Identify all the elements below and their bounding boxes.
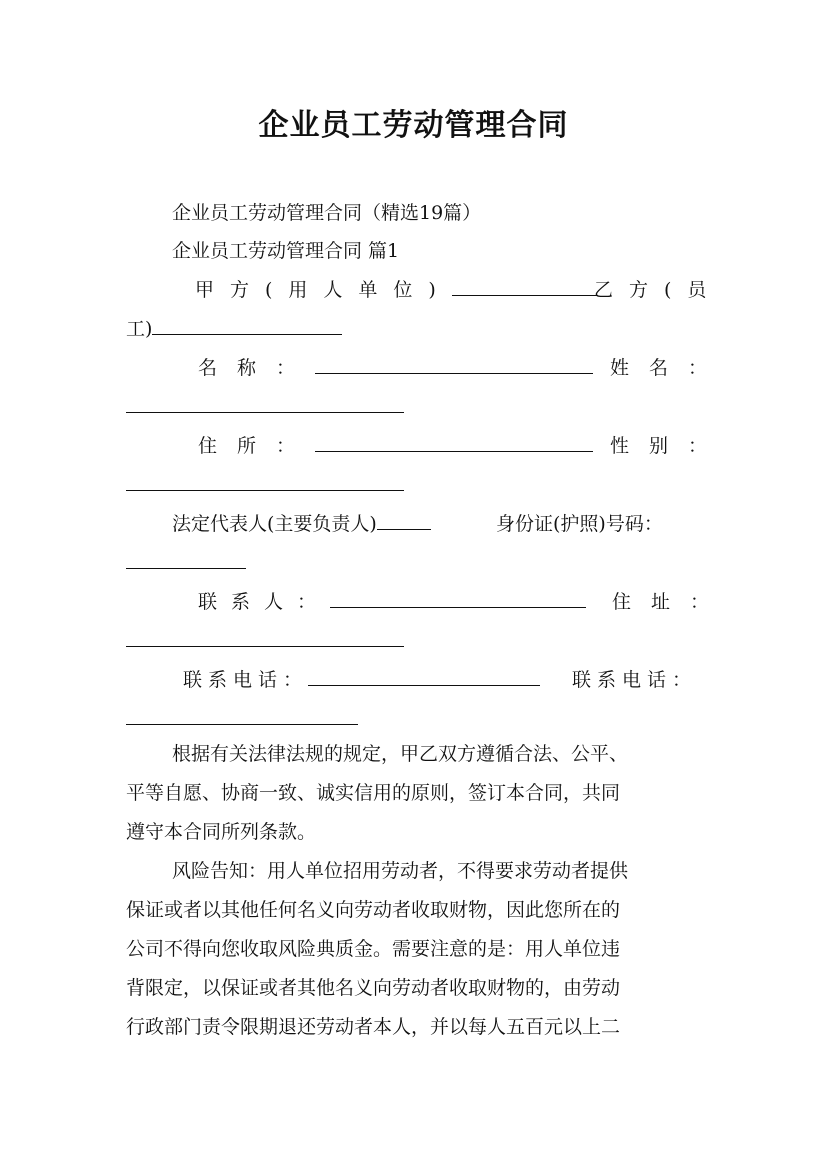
paragraph-line: 风险告知：用人单位招用劳动者，不得要求劳动者提供: [172, 860, 629, 882]
zhuzhi-blank-row: [126, 628, 404, 654]
name-blank: [315, 355, 593, 374]
party-a-blank: [452, 277, 598, 296]
zhuzhi-label: 住址：: [612, 591, 730, 613]
document-title: 企业员工劳动管理合同: [258, 108, 569, 143]
name-label: 名称：: [198, 357, 316, 379]
id-blank: [126, 550, 246, 569]
address-label: 住所：: [198, 435, 316, 457]
party-a-label: 甲方(用人单位): [195, 279, 452, 301]
party-b-label: 乙方(员: [594, 279, 723, 301]
id-blank-row: [126, 550, 246, 576]
party-b-row: [126, 316, 342, 342]
phone-b-label: 联系电话：: [572, 669, 698, 691]
gender-row: [610, 433, 727, 459]
party-b-blank: [152, 316, 342, 335]
party-b-label-row: [594, 277, 722, 303]
address-blank: [315, 433, 593, 452]
paragraph-line: 根据有关法律法规的规定，甲乙双方遵循合法、公平、: [172, 743, 629, 765]
address-row: [198, 433, 593, 459]
paragraph-line: 遵守本合同所列条款。: [126, 821, 317, 843]
phone-b-blank-row: [126, 706, 358, 732]
xingming-blank-row: [126, 394, 404, 420]
legal-rep-blank: [377, 511, 431, 530]
phone-a-row: [183, 667, 540, 693]
paragraph-line: 平等自愿、协商一致、诚实信用的原则，签订本合同，共同: [126, 782, 621, 804]
phone-a-blank: [308, 667, 540, 686]
gender-blank-row: [126, 472, 404, 498]
paragraph-line: 保证或者以其他任何名义向劳动者收取财物，因此您所在的: [126, 899, 621, 921]
paragraph-principles: [126, 735, 706, 852]
gender-blank: [126, 472, 404, 491]
phone-b-blank: [126, 706, 358, 725]
party-a-row: [195, 277, 598, 303]
xingming-row: [610, 355, 727, 381]
section-heading: 企业员工劳动管理合同 篇1: [172, 240, 400, 262]
paragraph-risk-notice: [126, 852, 706, 1047]
phone-b-row: [572, 667, 697, 693]
zhuzhi-blank: [126, 628, 404, 647]
phone-a-label: 联系电话：: [183, 669, 309, 691]
id-label: 身份证(护照)号码：: [496, 513, 663, 535]
gender-label: 性别：: [610, 435, 728, 457]
paragraph-line: 行政部门责令限期退还劳动者本人，并以每人五百元以上二: [126, 1016, 621, 1038]
id-row: [496, 511, 663, 537]
xingming-label: 姓名：: [610, 357, 728, 379]
zhuzhi-row: [612, 589, 729, 615]
document-subtitle: 企业员工劳动管理合同（精选19篇）: [172, 202, 482, 224]
legal-rep-row: [172, 511, 431, 537]
contact-blank: [330, 589, 586, 608]
party-b-label-cont: 工): [126, 318, 153, 340]
contact-label: 联系人：: [198, 591, 331, 613]
contact-row: [198, 589, 586, 615]
paragraph-line: 背限定，以保证或者其他名义向劳动者收取财物的，由劳动: [126, 977, 621, 999]
legal-rep-label: 法定代表人(主要负责人): [172, 513, 377, 535]
xingming-blank: [126, 394, 404, 413]
paragraph-line: 公司不得向您收取风险典质金。需要注意的是：用人单位违: [126, 938, 621, 960]
name-row: [198, 355, 593, 381]
